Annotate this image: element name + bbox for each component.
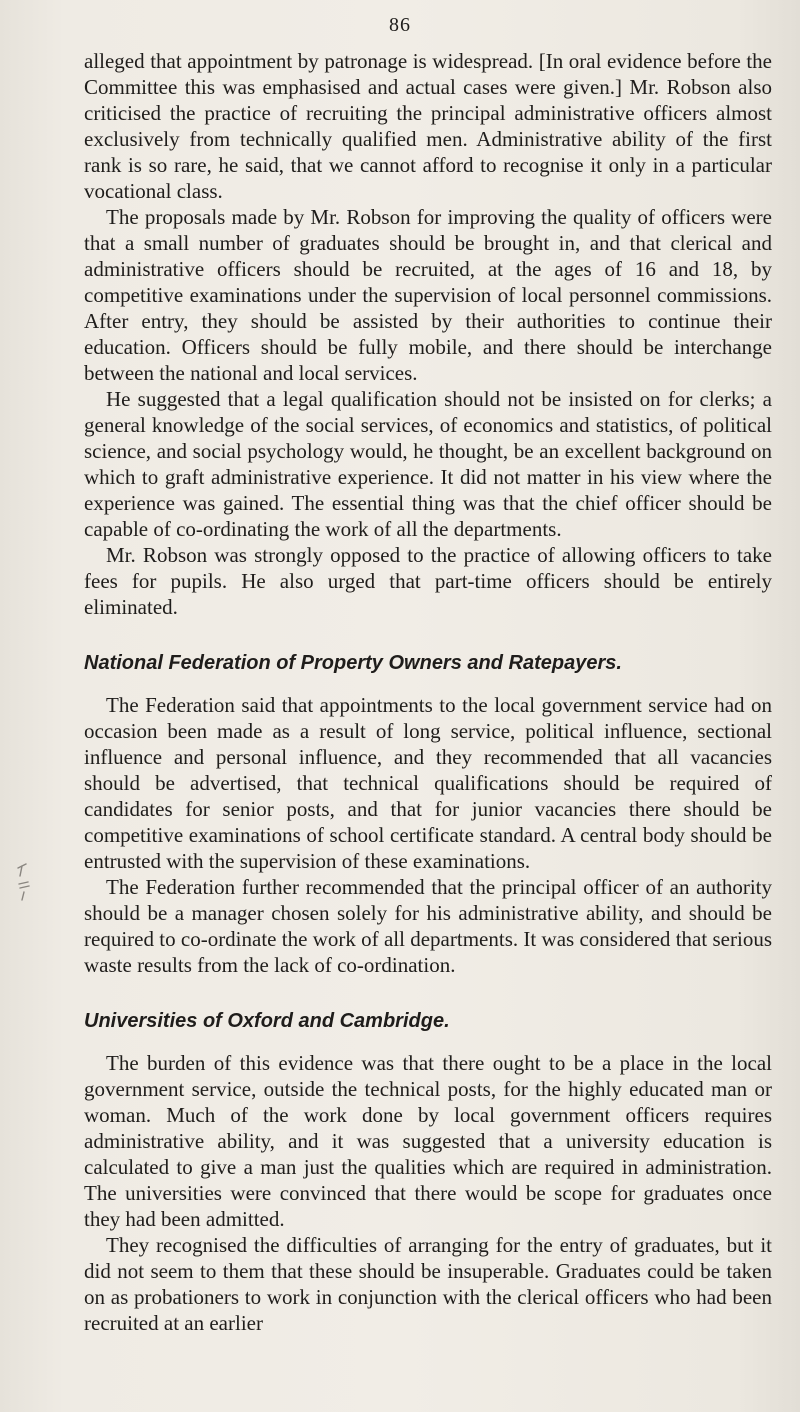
section-robson	[84, 48, 772, 620]
body-text	[84, 48, 772, 1336]
section-heading: National Federation of Property Owners and Ratepayers.	[84, 652, 622, 674]
paragraph: alleged that appointment by patronage is widespread. [In oral evidence before the Committee this was emphasised and actual cases were given.] Mr. Robson also criticised the practice of recruiting the principal administrative officers almost exclusively from technically qualified men. Administrative ability of the first rank is so rare, he said, that we cannot afford to recognise it only in a particular vocational class.	[84, 49, 772, 203]
paragraph: The proposals made by Mr. Robson for improving the quality of officers were that a small number of graduates should be brought in, and that clerical and administrative officers should be recruited, at the ages of 16 and 18, by competitive examinations under the supervision of local personnel commissions. After entry, they should be assisted by their authorities to continue their education. Officers should be fully mobile, and there should be interchange between the national and local services.	[84, 205, 772, 385]
section-property-owners	[84, 650, 772, 978]
page-number: 86	[389, 14, 411, 36]
paragraph: Mr. Robson was strongly opposed to the practice of allowing officers to take fees for pupils. He also urged that part-time officers should be entirely eliminated.	[84, 543, 772, 619]
paragraph: He suggested that a legal qualification should not be insisted on for clerks; a general knowledge of the social services, of economics and statistics, of political science, and social psychology would, he thought, be an excellent background on which to graft administrative experience. It did not matter in his view where the experience was gained. The essential thing was that the chief officer should be capable of co-ordinating the work of all the departments.	[84, 387, 772, 541]
paragraph: The Federation further recommended that the principal officer of an authority should be a manager chosen solely for his administrative ability, and should be required to co-ordinate the work of all departments. It was considered that serious waste results from the lack of co-ordination.	[84, 875, 772, 977]
section-heading: Universities of Oxford and Cambridge.	[84, 1010, 450, 1032]
margin-pencil-mark	[14, 862, 36, 902]
paragraph: The burden of this evidence was that there ought to be a place in the local government service, outside the technical posts, for the highly educated man or woman. Much of the work done by local government officers requires administrative ability, and it was suggested that a university education is calculated to give a man just the qualities which are required in administration. The universities were convinced that there would be scope for graduates once they had been admitted.	[84, 1051, 772, 1231]
section-oxford-cambridge	[84, 1008, 772, 1336]
paragraph: They recognised the difficulties of arranging for the entry of graduates, but it did not seem to them that these should be insuperable. Graduates could be taken on as probationers to work in conjunction with the clerical officers who had been recruited at an earlier	[84, 1233, 772, 1335]
paragraph: The Federation said that appointments to the local government service had on occasion been made as a result of long service, political influence, sectional influence and personal influence, and they recommended that all vacancies should be advertised, that technical qualifications should be required of candidates for senior posts, and that for junior vacancies there should be competitive examinations of school certificate standard. A central body should be entrusted with the supervision of these examinations.	[84, 693, 772, 873]
